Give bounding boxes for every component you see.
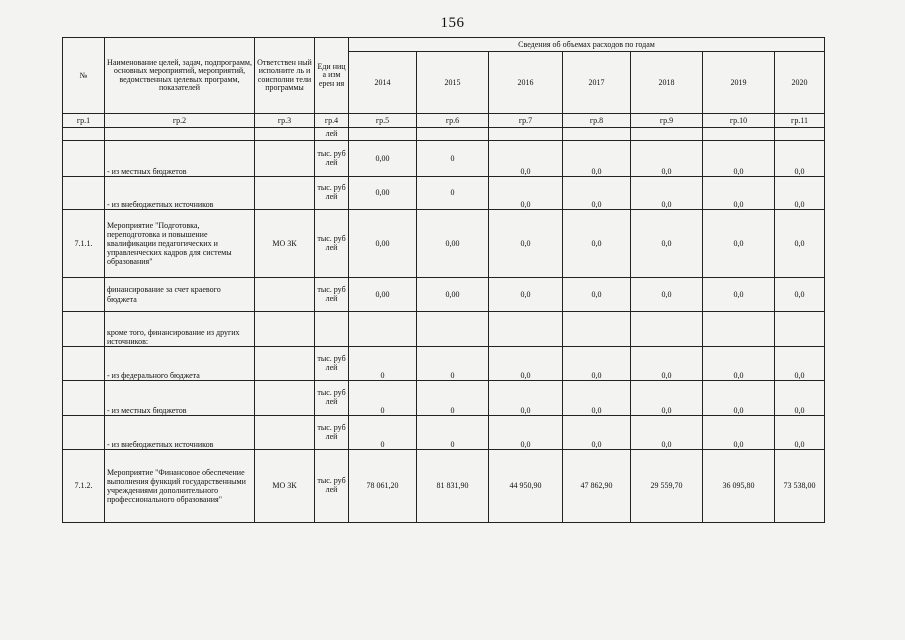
- row-value: 0,0: [703, 416, 775, 450]
- row-value: 0: [417, 416, 489, 450]
- row-value: 0,0: [563, 141, 631, 177]
- header-no: №: [63, 38, 105, 114]
- row-value: 0,0: [563, 278, 631, 312]
- row-value: 0,0: [563, 347, 631, 381]
- row-value: 0,0: [563, 177, 631, 210]
- row-value: 0,0: [631, 347, 703, 381]
- row-unit: тыс. руб лей: [315, 450, 349, 523]
- row-value: [417, 312, 489, 347]
- table-row: [63, 416, 825, 450]
- row-name: - из внебюджетных источников: [105, 177, 255, 210]
- col-number: гр.8: [563, 114, 631, 128]
- row-name: [105, 128, 255, 141]
- table-row: [63, 141, 825, 177]
- col-number: гр.11: [775, 114, 825, 128]
- row-unit: тыс. руб лей: [315, 278, 349, 312]
- table-row: [63, 450, 825, 523]
- row-value: [775, 312, 825, 347]
- header-responsible: Ответствен ный исполните ль и соисполни тели программы: [255, 38, 315, 114]
- row-value: 0,0: [489, 210, 563, 278]
- row-value: 0,0: [703, 381, 775, 416]
- row-value: 0,0: [703, 347, 775, 381]
- row-value: 0,0: [563, 416, 631, 450]
- row-name: - из федерального бюджета: [105, 347, 255, 381]
- row-number: [63, 177, 105, 210]
- col-number: гр.1: [63, 114, 105, 128]
- row-value: 0,0: [563, 210, 631, 278]
- row-responsible: [255, 141, 315, 177]
- row-value: 0,0: [489, 177, 563, 210]
- table-row: [63, 210, 825, 278]
- row-value: 0,0: [775, 177, 825, 210]
- row-value: 0,0: [489, 278, 563, 312]
- header-year: 2017: [563, 52, 631, 114]
- header-year: 2020: [775, 52, 825, 114]
- table-row: [63, 128, 825, 141]
- row-unit: тыс. руб лей: [315, 416, 349, 450]
- row-unit: тыс. руб лей: [315, 141, 349, 177]
- row-value: 0,0: [775, 416, 825, 450]
- row-value: 0,0: [775, 347, 825, 381]
- expenses-table: [62, 37, 825, 523]
- row-value: 81 831,90: [417, 450, 489, 523]
- row-value: 0,00: [417, 210, 489, 278]
- header-year: 2018: [631, 52, 703, 114]
- row-value: 0,0: [489, 416, 563, 450]
- table-row: [63, 381, 825, 416]
- header-year: 2019: [703, 52, 775, 114]
- col-number: гр.5: [349, 114, 417, 128]
- row-responsible: [255, 278, 315, 312]
- header-year: 2014: [349, 52, 417, 114]
- row-number: [63, 141, 105, 177]
- row-value: 0,0: [631, 278, 703, 312]
- row-value: 0,0: [703, 278, 775, 312]
- header-expenses: Сведения об объемах расходов по годам: [349, 38, 825, 52]
- row-value: 0,0: [489, 141, 563, 177]
- row-value: [703, 128, 775, 141]
- row-value: [489, 128, 563, 141]
- col-number: гр.3: [255, 114, 315, 128]
- row-value: 47 862,90: [563, 450, 631, 523]
- row-value: 0: [417, 141, 489, 177]
- row-value: 0: [417, 347, 489, 381]
- row-name: финансирование за счет краевого бюджета: [105, 278, 255, 312]
- row-number: 7.1.2.: [63, 450, 105, 523]
- row-responsible: [255, 347, 315, 381]
- table-row: [63, 347, 825, 381]
- row-number: 7.1.1.: [63, 210, 105, 278]
- row-unit: тыс. руб лей: [315, 381, 349, 416]
- row-responsible: МО ЗК: [255, 450, 315, 523]
- row-name: - из местных бюджетов: [105, 381, 255, 416]
- row-value: 0,0: [775, 141, 825, 177]
- row-name: - из местных бюджетов: [105, 141, 255, 177]
- col-number: гр.4: [315, 114, 349, 128]
- row-number: [63, 312, 105, 347]
- row-number: [63, 278, 105, 312]
- row-value: 0,0: [703, 177, 775, 210]
- row-value: 0,0: [631, 210, 703, 278]
- row-unit: тыс. руб лей: [315, 210, 349, 278]
- col-number: гр.7: [489, 114, 563, 128]
- row-value: 0,00: [349, 177, 417, 210]
- row-value: 0,0: [775, 278, 825, 312]
- row-value: 0: [349, 347, 417, 381]
- row-value: 0: [417, 381, 489, 416]
- row-value: 73 538,00: [775, 450, 825, 523]
- row-responsible: МО ЗК: [255, 210, 315, 278]
- table-row: [63, 312, 825, 347]
- row-unit: лей: [315, 128, 349, 141]
- row-value: 0,0: [489, 347, 563, 381]
- col-number: гр.10: [703, 114, 775, 128]
- row-value: 0,00: [417, 278, 489, 312]
- row-value: 36 095,80: [703, 450, 775, 523]
- row-name: кроме того, финансирование из других источников:: [105, 312, 255, 347]
- table-row: [63, 177, 825, 210]
- col-number: гр.2: [105, 114, 255, 128]
- row-value: [775, 128, 825, 141]
- row-name: Мероприятие "Подготовка, переподготовка и повышение квалификации педагогических и управленческих кадров для системы образования": [105, 210, 255, 278]
- row-value: [563, 128, 631, 141]
- table-row: [63, 278, 825, 312]
- row-number: [63, 416, 105, 450]
- row-value: 0,0: [775, 210, 825, 278]
- row-responsible: [255, 312, 315, 347]
- row-value: 0,0: [703, 210, 775, 278]
- row-value: 0: [349, 416, 417, 450]
- row-value: 0,00: [349, 278, 417, 312]
- row-responsible: [255, 177, 315, 210]
- row-unit: тыс. руб лей: [315, 177, 349, 210]
- row-value: 0,0: [631, 416, 703, 450]
- row-value: 29 559,70: [631, 450, 703, 523]
- header-name: Наименование целей, задач, подпрограмм, основных мероприятий, мероприятий, ведомственных целевых программ, показателей: [105, 38, 255, 114]
- row-responsible: [255, 416, 315, 450]
- row-value: 0,0: [703, 141, 775, 177]
- row-unit: тыс. руб лей: [315, 347, 349, 381]
- row-value: 0,0: [631, 177, 703, 210]
- row-unit: [315, 312, 349, 347]
- row-responsible: [255, 128, 315, 141]
- row-value: 0,0: [631, 381, 703, 416]
- header-year: 2016: [489, 52, 563, 114]
- row-value: [703, 312, 775, 347]
- header-unit: Еди ниц а изм ерен ия: [315, 38, 349, 114]
- row-value: 0,0: [563, 381, 631, 416]
- row-name: Мероприятие "Финансовое обеспечение выполнения функций государственными учреждениями дополнительного профессионального образования": [105, 450, 255, 523]
- row-value: 0,00: [349, 210, 417, 278]
- row-value: [563, 312, 631, 347]
- row-value: 0: [417, 177, 489, 210]
- row-responsible: [255, 381, 315, 416]
- row-value: [349, 312, 417, 347]
- row-value: 0,0: [631, 141, 703, 177]
- row-number: [63, 381, 105, 416]
- row-number: [63, 347, 105, 381]
- row-value: 44 950,90: [489, 450, 563, 523]
- row-number: [63, 128, 105, 141]
- header-year: 2015: [417, 52, 489, 114]
- row-value: 0,0: [489, 381, 563, 416]
- page-number: 156: [440, 15, 465, 31]
- row-value: 78 061,20: [349, 450, 417, 523]
- row-value: [417, 128, 489, 141]
- row-value: [631, 312, 703, 347]
- col-number: гр.6: [417, 114, 489, 128]
- row-value: 0,0: [775, 381, 825, 416]
- row-name: - из внебюджетных источников: [105, 416, 255, 450]
- col-number: гр.9: [631, 114, 703, 128]
- row-value: [489, 312, 563, 347]
- row-value: [631, 128, 703, 141]
- row-value: 0: [349, 381, 417, 416]
- row-value: 0,00: [349, 141, 417, 177]
- row-value: [349, 128, 417, 141]
